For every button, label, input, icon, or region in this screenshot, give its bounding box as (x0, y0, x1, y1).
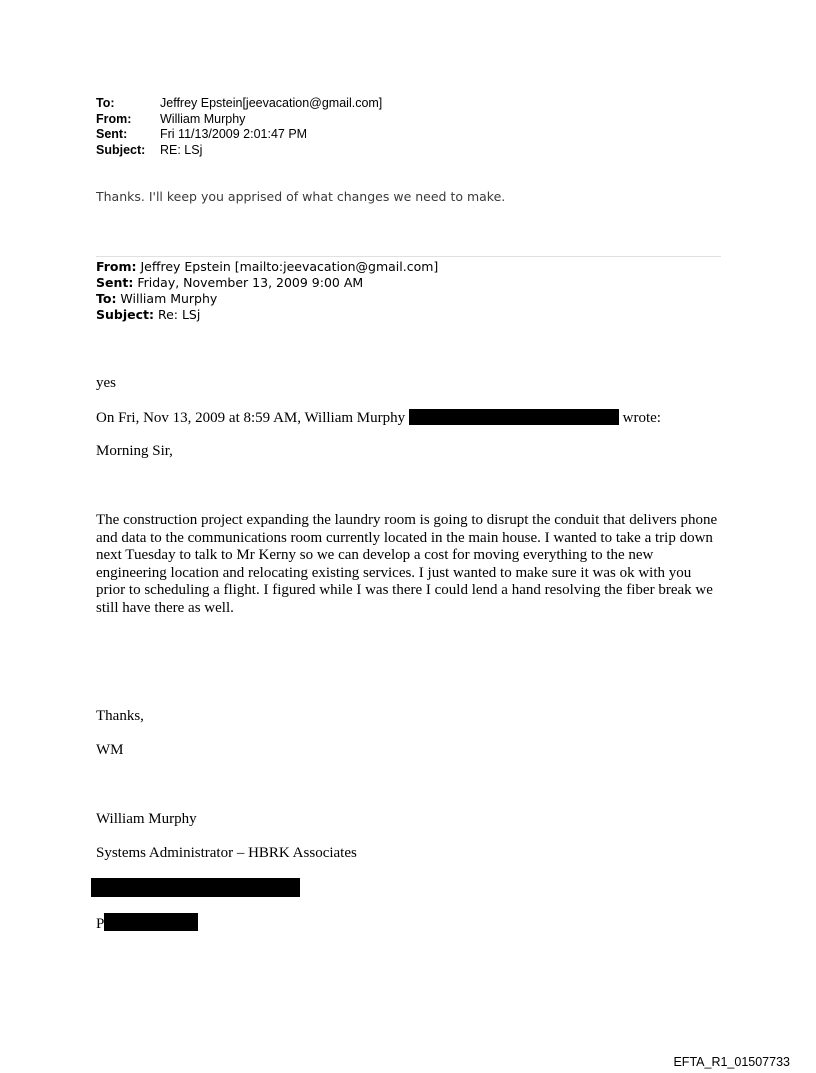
subject-value: RE: LSj (160, 142, 203, 157)
document-id: EFTA_R1_01507733 (673, 1055, 790, 1069)
quoted-to-row (96, 291, 438, 307)
to-value: Jeffrey Epstein[jeevacation@gmail.com] (160, 96, 383, 110)
quoted-sent-row (96, 275, 438, 291)
quoted-sent-label: Sent: (96, 275, 134, 290)
header-subject-row (96, 143, 382, 159)
attribution-end: wrote: (618, 410, 661, 426)
signature-title: Systems Administrator – HBRK Associates (96, 845, 357, 861)
to-label: To: (96, 96, 115, 110)
quoted-subject-row (96, 307, 438, 323)
reply-body: Thanks. I'll keep you apprised of what changes we need to make. (96, 189, 506, 204)
closing-thanks: Thanks, (96, 708, 144, 724)
sent-value: Fri 11/13/2009 2:01:47 PM (160, 127, 308, 141)
quoted-sent-value: Friday, November 13, 2009 9:00 AM (133, 275, 364, 290)
header-sent-row (96, 127, 382, 143)
subject-label: Subject: (96, 142, 146, 157)
quoted-subject-value: Re: LSj (154, 307, 201, 322)
quoted-from-label: From: (96, 259, 137, 274)
redaction-block (409, 409, 619, 425)
quoted-to-value: William Murphy (116, 291, 218, 306)
email-header (96, 96, 382, 158)
initials: WM (96, 742, 124, 758)
quote-divider (96, 256, 721, 257)
phone-prefix: P (96, 916, 105, 932)
phone-line (96, 913, 198, 934)
redaction-block (104, 913, 198, 931)
quoted-reply-text: yes (96, 375, 116, 391)
sent-label: Sent: (96, 127, 128, 141)
signature-name: William Murphy (96, 811, 197, 827)
redaction-block (91, 878, 300, 897)
header-from-row (96, 112, 382, 128)
from-label: From: (96, 111, 132, 126)
header-to-row (96, 96, 382, 112)
quoted-from-value: Jeffrey Epstein [mailto:jeevacation@gmail.com] (136, 259, 439, 274)
greeting: Morning Sir, (96, 443, 173, 459)
quoted-subject-label: Subject: (96, 307, 154, 322)
quoted-header (96, 259, 438, 323)
attribution-line (96, 409, 661, 428)
message-body: The construction project expanding the laundry room is going to disrupt the conduit that delivers phone and data to the communications room currently located in the main house. I wanted to take a trip down next Tuesday to talk to Mr Kerny so we can develop a cost for moving everything to the new engineering location and relocating existing services. I just wanted to make sure it was ok with you prior to scheduling a flight. I figured while I was there I could lend a hand resolving the fiber break we still have there as well. (96, 512, 718, 616)
attribution-start: On Fri, Nov 13, 2009 at 8:59 AM, William Murphy (96, 410, 409, 426)
from-value: William Murphy (160, 111, 246, 126)
quoted-from-row (96, 259, 438, 275)
quoted-to-label: To: (96, 291, 117, 306)
